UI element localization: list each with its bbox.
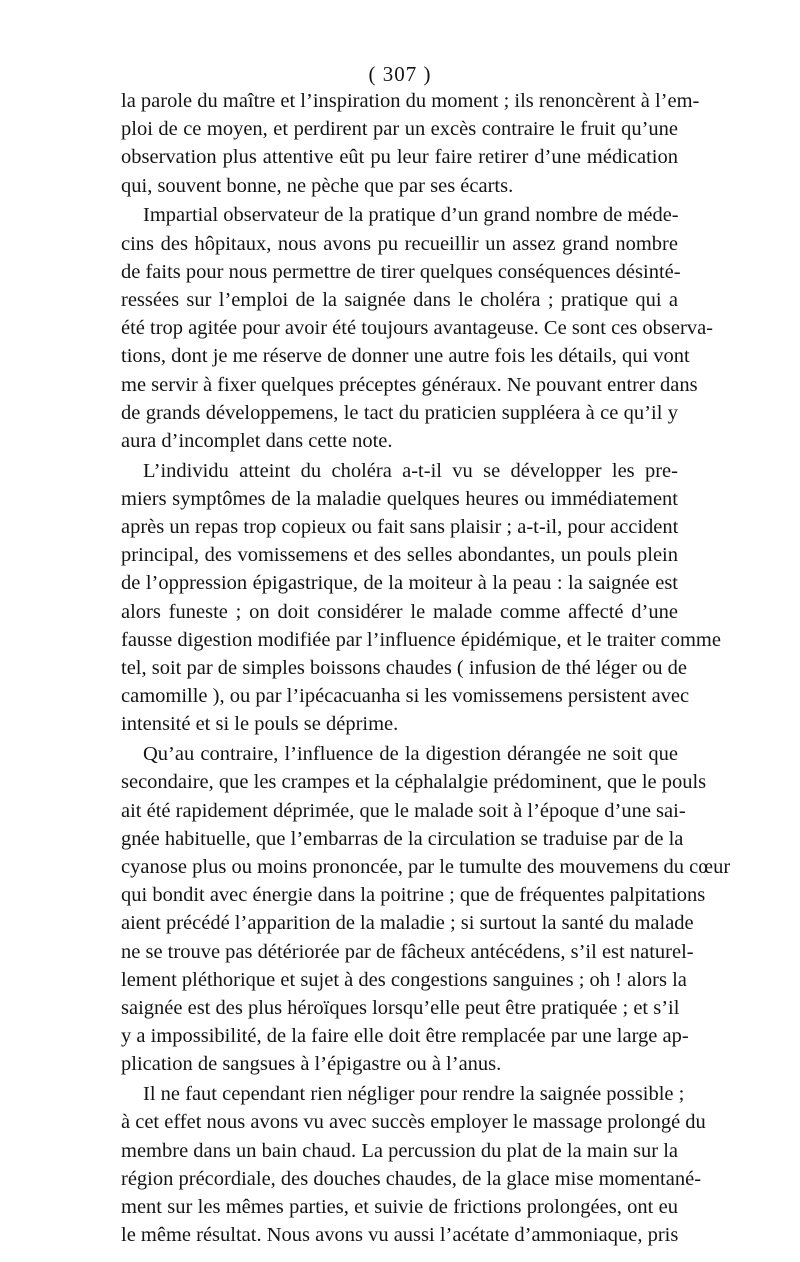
text-line: tel, soit par de simples boissons chaudes ( infusion de thé léger ou de [121,657,687,680]
text-line: ne se trouve pas détériorée par de fâcheux antécédens, s’il est naturel- [121,940,694,963]
text-line: été trop agitée pour avoir été toujours avantageuse. Ce sont ces observa- [121,317,714,340]
text-line: Il ne faut cependant rien négliger pour rendre la saignée possible ; [143,1083,685,1106]
text-line: plication de sangsues à l’épigastre ou à l’anus. [121,1053,502,1076]
text-line: qui, souvent bonne, ne pèche que par ses écarts. [121,174,514,197]
paragraph [121,1080,706,1249]
text-line: de faits pour nous permettre de tirer quelques conséquences désinté- [121,260,681,283]
text-line: la parole du maître et l’inspiration du moment ; ils renoncèrent à l’em- [121,90,700,112]
paragraph [121,740,731,1078]
text-line: ait été rapidement déprimée, que le malade soit à l’époque d’une sai- [121,799,686,822]
text-line: tions, dont je me réserve de donner une autre fois les détails, qui vont [121,345,690,368]
text-line: cyanose plus ou moins prononcée, par le tumulte des mouvemens du cœur [121,855,731,878]
text-line: ment sur les mêmes parties, et suivie de frictions prolongées, ont eu [121,1195,678,1218]
text-line: principal, des vomissemens et des selles abondantes, un pouls plein [121,544,678,567]
text-line: ressées sur l’emploi de la saignée dans le choléra ; pratique qui a [121,288,678,311]
body-text [121,87,731,1251]
text-line: camomille ), ou par l’ipécacuanha si les vomissemens persistent avec [121,685,690,708]
text-line: secondaire, que les crampes et la céphalalgie prédominent, que le pouls [121,771,707,794]
text-line: gnée habituelle, que l’embarras de la circulation se traduise par de la [121,827,684,850]
text-line: de l’oppression épigastrique, de la moiteur à la peau : la saignée est [121,572,678,595]
text-line: ploi de ce moyen, et perdirent par un excès contraire le fruit qu’une [121,118,678,141]
text-line: après un repas trop copieux ou fait sans plaisir ; a-t-il, pour accident [121,516,679,539]
text-line: intensité et si le pouls se déprime. [121,713,399,736]
text-line: région précordiale, des douches chaudes, de la glace mise momentané- [121,1167,702,1190]
text-line: cins des hôpitaux, nous avons pu recueillir un assez grand nombre [121,232,678,255]
text-line: qui bondit avec énergie dans la poitrine ; que de fréquentes palpitations [121,884,706,907]
text-line: de grands développemens, le tact du praticien suppléera à ce qu’il y [121,401,678,424]
paragraph [121,87,700,200]
text-line: lement pléthorique et sujet à des congestions sanguines ; oh ! alors la [121,968,687,991]
text-line: saignée est des plus héroïques lorsqu’elle peut être pratiquée ; et s’il [121,997,680,1019]
text-line: à cet effet nous avons vu avec succès employer le massage prolongé du [121,1111,706,1134]
text-line: Impartial observateur de la pratique d’un grand nombre de méde- [143,204,679,227]
text-line: le même résultat. Nous avons vu aussi l’acétate d’ammoniaque, pris [121,1224,679,1247]
text-line: Qu’au contraire, l’influence de la digestion dérangée ne soit que [143,743,678,766]
text-line: aura d’incomplet dans cette note. [121,429,393,452]
text-line: fausse digestion modifiée par l’influence épidémique, et le traiter comme [121,628,721,651]
text-line: L’individu atteint du choléra a-t-il vu se développer les pre- [143,459,678,482]
text-line: y a impossibilité, de la faire elle doit être remplacée par une large ap- [121,1025,689,1048]
text-line: me servir à fixer quelques préceptes généraux. Ne pouvant entrer dans [121,373,698,396]
text-line: observation plus attentive eût pu leur faire retirer d’une médication [121,146,678,169]
text-line: aient précédé l’apparition de la maladie ; si surtout la santé du malade [121,912,694,935]
paragraph [121,457,721,739]
text-line: membre dans un bain chaud. La percussion du plat de la main sur la [121,1139,678,1162]
paragraph [121,201,714,455]
text-line: alors funeste ; on doit considérer le malade comme affecté d’une [121,600,678,623]
page-number: ( 307 ) [368,62,432,86]
text-line: miers symptômes de la maladie quelques heures ou immédiatement [121,487,678,510]
